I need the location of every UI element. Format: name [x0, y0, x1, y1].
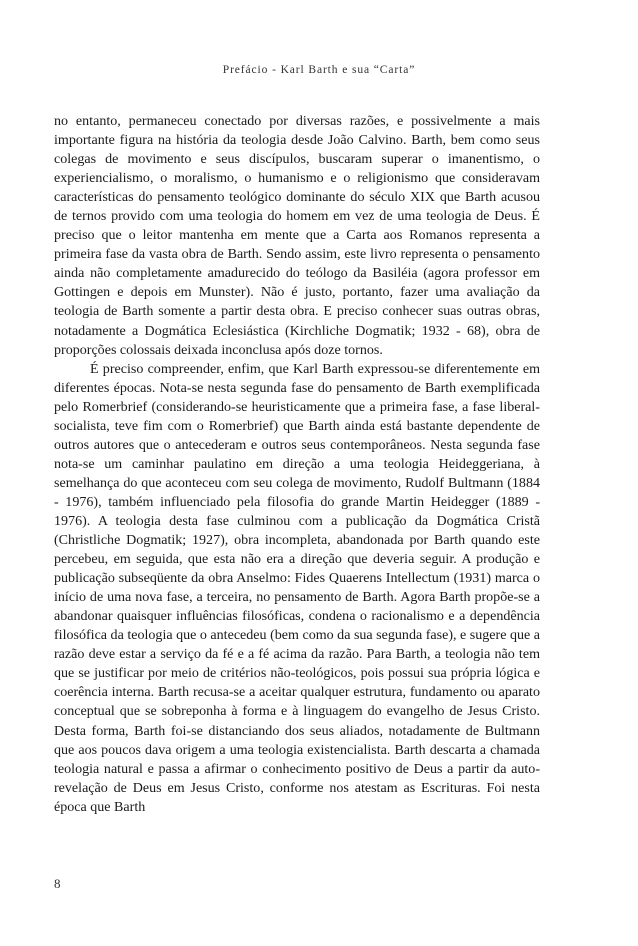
page-number: 8 [54, 876, 61, 891]
running-header: Prefácio - Karl Barth e sua “Carta” [222, 64, 416, 76]
body-text [54, 112, 540, 817]
paragraph: É preciso compreender, enfim, que Karl Barth expressou-se diferentemente em diferentes épocas. Nota-se nesta segunda fase do pensamento de Barth exemplificada pelo Romerbrief (considerando-se heuristicamente que a primeira fase, a fase liberal-socialista, teve fim com o Romerbrief) que Barth ainda está bastante dependente de outros autores que o antecederam e outros seus contemporâneos. Nesta segunda fase nota-se um caminhar paulatino em direção a uma teologia Heideggeriana, à semelhança do que aconteceu com seu colega de movimento, Rudolf Bultmann (1884 - 1976), também influenciado pela filosofia do grande Martin Heidegger (1889 - 1976). A teologia desta fase culminou com a publicação da Dogmática Cristã (Christliche Dogmatik; 1927), obra incompleta, abandonada por Barth quando este percebeu, em seguida, que esta não era a direção que deveria seguir. A produção e publicação subseqüente da obra Anselmo: Fides Quaerens Intellectum (1931) marca o início de uma nova fase, a terceira, no pensamento de Barth. Agora Barth propõe-se a abandonar quaisquer influências filosóficas, condena o racionalismo e a dependência filosófica da teologia que o antecedeu (bem como da sua segunda fase), e sugere que a razão deve estar a serviço da fé e a fé acima da razão. Para Barth, a teologia não tem que se justificar por meio de critérios não-teológicos, pois possui sua própria lógica e coerência interna. Barth recusa-se a aceitar qualquer estrutura, fundamento ou aparato conceptual que se sobreponha à forma e à linguagem do evangelho de Jesus Cristo. Desta forma, Barth foi-se distanciando dos seus aliados, notadamente de Bultmann que aos poucos dava origem a uma teologia existencialista. Barth descarta a chamada teologia natural e passa a afirmar o conhecimento positivo de Deus a partir da auto-revelação de Deus em Jesus Cristo, conforme nos atestam as Escrituras. Foi nesta época que Barth [54, 360, 540, 815]
paragraph: no entanto, permaneceu conectado por diversas razões, e possivelmente a mais importante figura na história da teologia desde João Calvino. Barth, bem como seus colegas de movimento e seus discípulos, buscaram superar o imanentismo, o experiencialismo, o moralismo, o humanismo e o religionismo que consideravam características do pensamento teológico dominante do século XIX que Barth acusou de ternos provido com uma teologia do homem em vez de uma teologia de Deus. É preciso que o leitor mantenha em mente que a Carta aos Romanos representa a primeira fase da vasta obra de Barth. Sendo assim, este livro representa o pensamento ainda não completamente amadurecido do teólogo da Basiléia (agora professor em Gottingen e depois em Munster). Não é justo, portanto, fazer uma avaliação da teologia de Barth somente a partir desta obra. E preciso conhecer suas outras obras, notadamente a Dogmática Eclesiástica (Kirchliche Dogmatik; 1932 - 68), obra de proporções colossais deixada inconclusa após doze tornos. [54, 113, 540, 358]
